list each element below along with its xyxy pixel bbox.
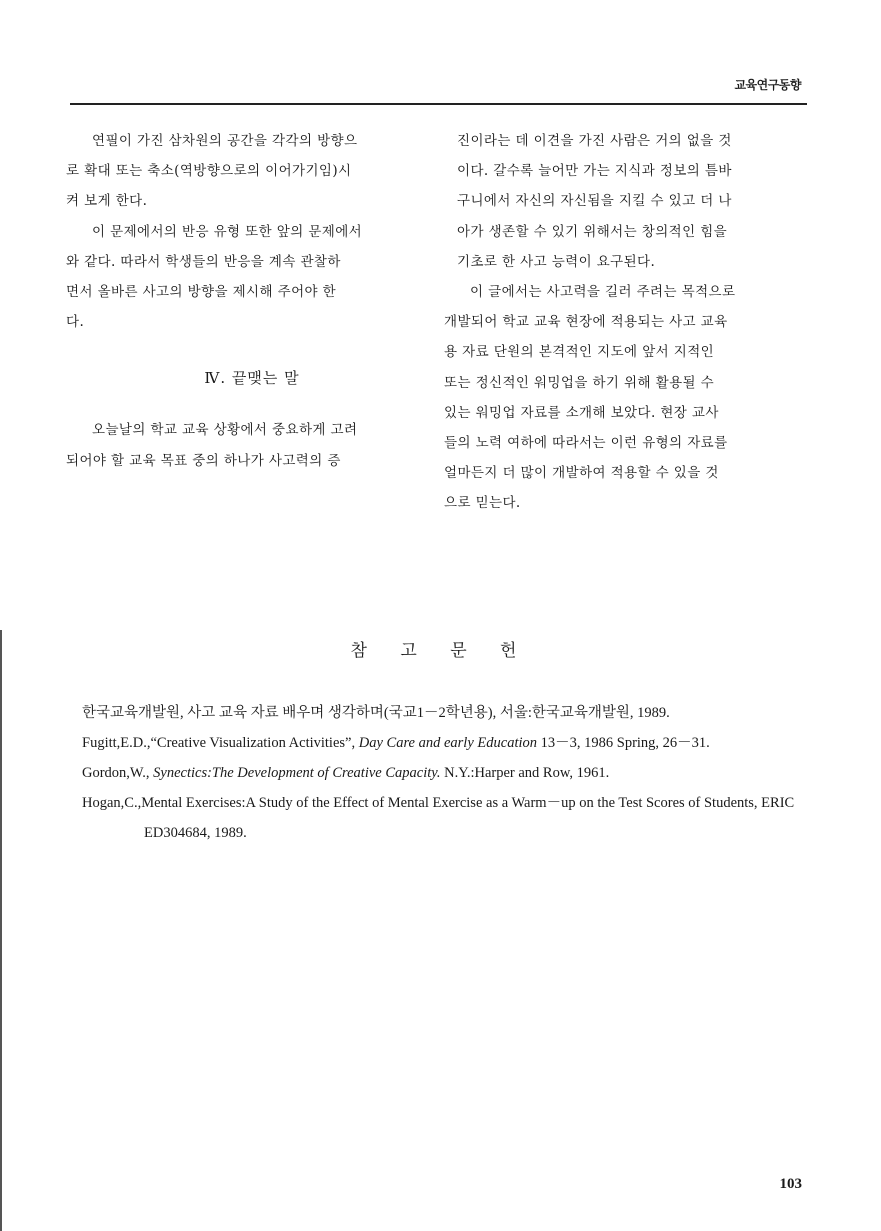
text-line: 와 같다. 따라서 학생들의 반응을 계속 관찰하 — [66, 253, 341, 270]
left-column — [66, 126, 425, 476]
reference-item — [82, 698, 808, 728]
text-line: 구니에서 자신의 자신됨을 지킬 수 있고 더 나 — [457, 193, 732, 210]
text-line: 켜 보게 한다. — [66, 193, 148, 210]
reference-text: N.Y.:Harper and Row, 1961. — [440, 765, 610, 781]
text-line: 개발되어 학교 교육 현장에 적용되는 사고 교육 — [444, 314, 728, 331]
text-line: 오늘날의 학교 교육 상황에서 중요하게 고려 — [92, 422, 358, 439]
reference-text: 13－3, 1986 Spring, 26－31. — [537, 735, 710, 751]
text-line: 이 문제에서의 반응 유형 또한 앞의 문제에서 — [92, 223, 363, 240]
references-heading: 참 고 문 헌 — [350, 641, 531, 661]
running-header: 교육연구동향 — [734, 78, 801, 92]
text-line: 진이라는 데 이견을 가진 사람은 거의 없을 것 — [457, 133, 732, 149]
right-paragraph-2 — [444, 277, 803, 519]
page-number: 103 — [779, 1176, 802, 1192]
reference-text: Fugitt,E.D.,“Creative Visualization Activities”, — [82, 735, 359, 751]
reference-text: Hogan,C.,Mental Exercises:A Study of the Effect of Mental Exercise as a Warm－up on the Test Scores of Students, ERIC ED304684, 1989. — [82, 795, 795, 841]
reference-item — [82, 788, 808, 848]
right-paragraph-1 — [457, 126, 803, 277]
right-column — [444, 126, 803, 519]
page-edge-line — [0, 630, 2, 1231]
text-line: 들의 노력 여하에 따라서는 이런 유형의 자료를 — [444, 435, 728, 452]
text-line: 되어야 할 교육 목표 중의 하나가 사고력의 증 — [66, 452, 341, 469]
text-line: 이 글에서는 사고력을 길러 주려는 목적으로 — [470, 284, 736, 301]
text-line: 또는 정신적인 워밍업을 하기 위해 활용될 수 — [444, 374, 715, 391]
text-line: 로 확대 또는 축소(역방향으로의 이어가기임)시 — [66, 163, 352, 180]
text-line: 용 자료 단원의 본격적인 지도에 앞서 지적인 — [444, 344, 715, 361]
text-line: 있는 워밍업 자료를 소개해 보았다. 현장 교사 — [444, 404, 719, 421]
reference-title: Day Care and early Education — [358, 735, 537, 751]
left-paragraph-1 — [66, 126, 425, 217]
text-line: 면서 올바른 사고의 방향을 제시해 주어야 한 — [66, 284, 337, 301]
text-line: 이다. 갈수록 늘어만 가는 지식과 정보의 틈바 — [457, 163, 732, 180]
text-line: 다. — [66, 314, 85, 331]
section-heading: Ⅳ. 끝맺는 말 — [204, 369, 300, 388]
text-line: 아가 생존할 수 있기 위해서는 창의적인 힘을 — [457, 223, 728, 240]
reference-item — [82, 728, 808, 758]
left-paragraph-3 — [66, 415, 425, 475]
reference-text: 한국교육개발원, 사고 교육 자료 배우며 생각하며(국교1－2학년용), 서울:한국교육개발원, 1989. — [82, 705, 670, 721]
text-line: 기초로 한 사고 능력이 요구된다. — [457, 253, 656, 270]
header-rule — [70, 103, 807, 105]
reference-text: Gordon,W., — [82, 765, 154, 781]
reference-item — [82, 758, 808, 788]
reference-title: Synectics:The Development of Creative Capacity. — [153, 765, 441, 781]
left-paragraph-2 — [66, 217, 425, 338]
text-line: 얼마든지 더 많이 개발하여 적용할 수 있을 것 — [444, 465, 719, 482]
text-line: 으로 믿는다. — [444, 495, 521, 512]
text-line: 연필이 가진 삼차원의 공간을 각각의 방향으 — [92, 133, 358, 149]
references-list — [82, 698, 808, 848]
